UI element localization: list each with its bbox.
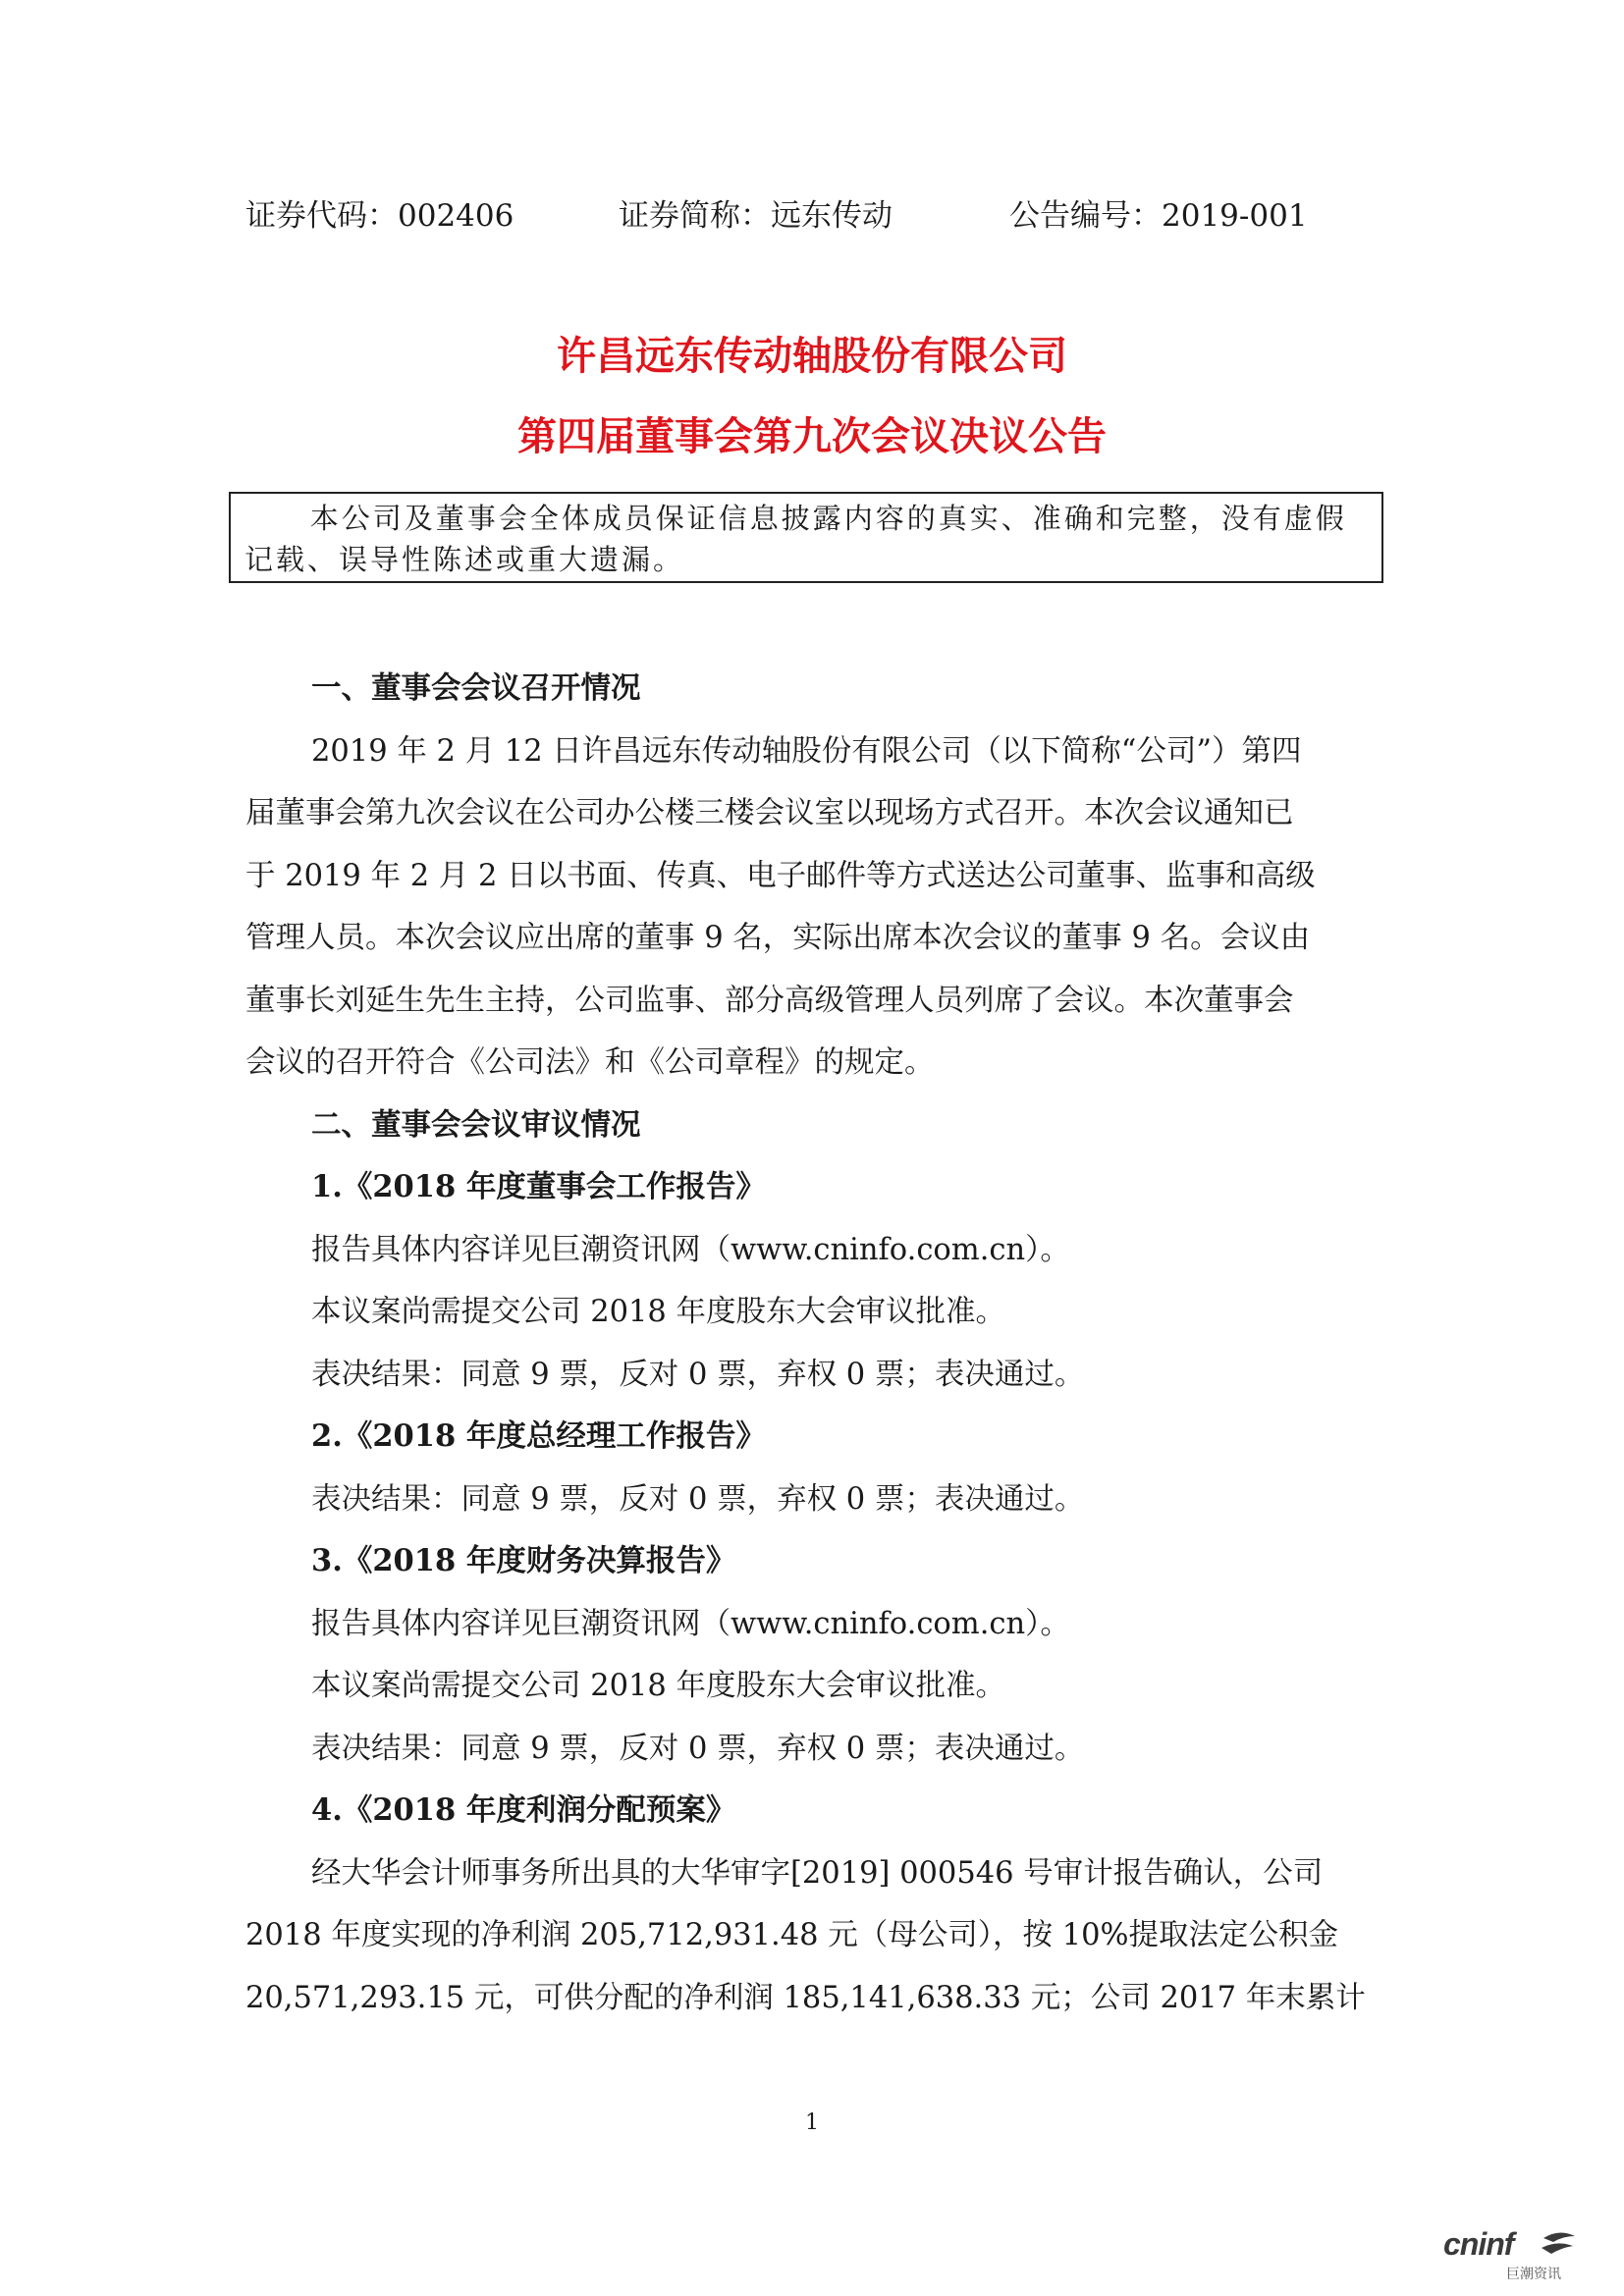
item-1-title: 1.《2018 年度董事会工作报告》 [311, 1169, 766, 1204]
notice-line-1: 本公司及董事会全体成员保证信息披露内容的真实、准确和完整，没有虚假 [309, 502, 1347, 535]
cninfo-logo [1443, 2226, 1600, 2285]
item-2-vote: 表决结果：同意 9 票，反对 0 票，弃权 0 票；表决通过。 [311, 1481, 1085, 1517]
security-code: 证券代码：002406 [245, 198, 514, 234]
section-2-heading: 二、董事会会议审议情况 [311, 1107, 641, 1143]
item-1-approval: 本议案尚需提交公司 2018 年度股东大会审议批准。 [311, 1295, 1006, 1329]
section-1-line: 2019 年 2 月 12 日许昌远东传动轴股份有限公司（以下简称“公司”）第四 [311, 733, 1302, 769]
logo-wordmark: cninf [1443, 2226, 1514, 2262]
item-3-title: 3.《2018 年度财务决算报告》 [311, 1543, 736, 1578]
item-1-vote: 表决结果：同意 9 票，反对 0 票，弃权 0 票；表决通过。 [311, 1357, 1085, 1392]
section-1-line: 董事长刘延生先生主持，公司监事、部分高级管理人员列席了会议。本次董事会 [245, 983, 1294, 1018]
section-1-line: 于 2019 年 2 月 2 日以书面、传真、电子邮件等方式送达公司董事、监事和高级 [245, 858, 1316, 893]
item-4-title: 4.《2018 年度利润分配预案》 [311, 1792, 736, 1828]
item-4-line: 经大华会计师事务所出具的大华审字[2019] 000546 号审计报告确认，公司 [311, 1855, 1324, 1891]
section-1-line: 管理人员。本次会议应出席的董事 9 名，实际出席本次会议的董事 9 名。会议由 [245, 921, 1311, 955]
item-3-report: 报告具体内容详见巨潮资讯网（www.cninfo.com.cn）。 [311, 1606, 1070, 1641]
notice-line-2: 记载、误导性陈述或重大遗漏。 [244, 543, 685, 576]
company-title: 许昌远东传动轴股份有限公司 [557, 334, 1067, 379]
security-short-name: 证券简称：远东传动 [619, 198, 893, 234]
cninfo-swirl-icon [1538, 2228, 1581, 2262]
section-1-heading: 一、董事会会议召开情况 [311, 671, 641, 706]
item-3-approval: 本议案尚需提交公司 2018 年度股东大会审议批准。 [311, 1669, 1006, 1703]
document-body [245, 658, 1367, 2029]
announcement-number: 公告编号：2019-001 [1009, 198, 1308, 234]
item-1-report: 报告具体内容详见巨潮资讯网（www.cninfo.com.cn）。 [311, 1232, 1070, 1267]
disclosure-notice-box [229, 492, 1383, 583]
item-2-title: 2.《2018 年度总经理工作报告》 [311, 1418, 766, 1454]
section-1-line: 会议的召开符合《公司法》和《公司章程》的规定。 [245, 1045, 935, 1080]
page-number: 1 [805, 2110, 819, 2135]
item-3-vote: 表决结果：同意 9 票，反对 0 票，弃权 0 票；表决通过。 [311, 1731, 1085, 1766]
item-4-line: 20,571,293.15 元，可供分配的净利润 185,141,638.33 元；公司 2017 年末累计 [245, 1980, 1366, 2015]
logo-subtext: 巨潮资讯 [1506, 2267, 1561, 2282]
section-1-line: 届董事会第九次会议在公司办公楼三楼会议室以现场方式召开。本次会议通知已 [245, 796, 1294, 830]
item-4-line: 2018 年度实现的净利润 205,712,931.48 元（母公司），按 10%提取法定公积金 [245, 1918, 1338, 1952]
announcement-title: 第四届董事会第九次会议决议公告 [517, 414, 1107, 459]
